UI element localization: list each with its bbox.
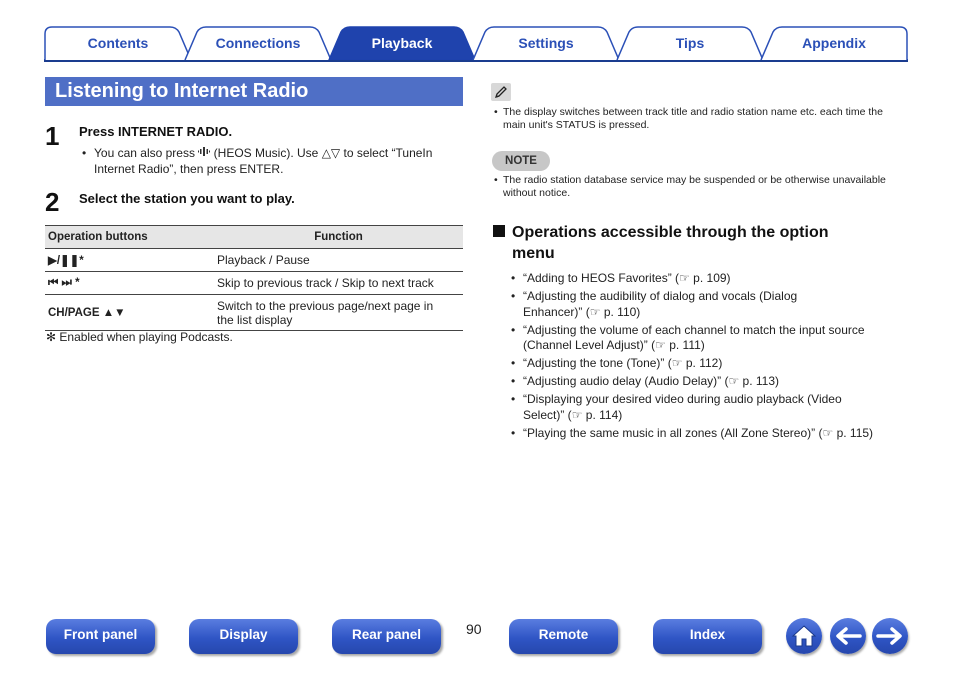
- option-page-ref: p. 112): [685, 356, 723, 370]
- step-1-title: Press INTERNET RADIO.: [79, 124, 233, 139]
- list-item: [82, 146, 462, 177]
- page-reference-icon: ☞: [679, 271, 690, 285]
- list-item[interactable]: [511, 271, 921, 287]
- option-text: “Adjusting the tone (Tone)” (: [523, 356, 672, 370]
- list-item[interactable]: [511, 323, 921, 354]
- table-footnote: ✻ Enabled when playing Podcasts.: [46, 330, 233, 344]
- forward-button[interactable]: [872, 618, 908, 654]
- option-text: “Displaying your desired video during audio playback (Video: [523, 392, 842, 406]
- list-item[interactable]: [511, 374, 921, 390]
- note-text-line2: without notice.: [503, 187, 571, 199]
- square-bullet-icon: [493, 225, 505, 237]
- note-bullet: [494, 174, 914, 200]
- pencil-icon: [491, 83, 511, 101]
- option-page-ref: p. 115): [836, 425, 874, 440]
- step-1-bullet-text-c: to select “TuneIn: [343, 146, 433, 160]
- option-page-ref: p. 109): [693, 271, 731, 285]
- options-heading-line1: Operations accessible through the option: [512, 224, 829, 241]
- column-header-function: Function: [214, 226, 463, 249]
- option-text: “Playing the same music in all zones (All Zone Stereo)” (: [523, 425, 823, 440]
- tab-settings[interactable]: [472, 26, 620, 59]
- list-item: [494, 174, 914, 200]
- tab-tips[interactable]: [616, 26, 764, 59]
- options-heading: [512, 222, 912, 264]
- table-row: [45, 272, 463, 295]
- tab-playback[interactable]: [328, 26, 476, 59]
- arrow-left-icon: [834, 626, 862, 646]
- tip-bullet: [494, 106, 914, 132]
- rear-panel-button[interactable]: Rear panel: [332, 619, 441, 654]
- list-item[interactable]: [511, 392, 921, 423]
- step-1-bullet: [82, 146, 462, 177]
- page-title: Listening to Internet Radio: [45, 77, 463, 106]
- tab-connections-label: Connections: [215, 34, 301, 51]
- option-text-line2: Enhancer)” (: [523, 304, 590, 319]
- function-cell-line1: Switch to the previous page/next page in: [217, 298, 434, 313]
- page-number: 90: [466, 621, 482, 637]
- column-header-buttons: Operation buttons: [45, 226, 214, 249]
- option-page-ref: p. 114): [585, 407, 623, 422]
- tab-settings-label: Settings: [518, 34, 574, 51]
- page-reference-icon: ☞: [671, 356, 683, 370]
- option-page-ref: p. 113): [742, 374, 780, 388]
- tab-connections[interactable]: [184, 26, 332, 59]
- tab-contents-label: Contents: [87, 34, 149, 51]
- remote-button[interactable]: Remote: [509, 619, 618, 654]
- function-cell: Playback / Pause: [214, 249, 463, 272]
- back-button[interactable]: [830, 618, 866, 654]
- option-page-ref: p. 111): [669, 338, 705, 352]
- options-list: [511, 271, 921, 441]
- option-text-line2: Select)” (: [523, 407, 572, 422]
- page-reference-icon: ☞: [822, 425, 834, 440]
- tab-appendix-label: Appendix: [802, 34, 866, 51]
- display-button[interactable]: Display: [189, 619, 298, 654]
- step-1-bullet-text-d: Internet Radio”, then press ENTER.: [94, 161, 284, 176]
- step-2-number: 2: [45, 187, 60, 217]
- step-1-bullet-text-a: You can also press: [94, 146, 195, 160]
- note-text-line1: The radio station database service may be suspended or be otherwise unavailable: [503, 174, 886, 186]
- tip-text-line1: The display switches between track title and radio station name etc. each time the: [503, 106, 883, 118]
- step-1-number: 1: [45, 121, 60, 151]
- heos-music-icon: [198, 146, 210, 162]
- options-heading-line2: menu: [512, 245, 555, 262]
- tab-contents[interactable]: [44, 26, 192, 59]
- list-item[interactable]: [511, 289, 921, 320]
- list-item: [494, 106, 914, 132]
- ch-page-button-label: CH/PAGE ▲▼: [45, 295, 214, 331]
- note-badge: NOTE: [492, 151, 550, 171]
- home-icon: [791, 624, 817, 648]
- play-pause-button-label: ▶/❚❚*: [45, 249, 214, 272]
- option-text: “Adjusting audio delay (Audio Delay)” (: [523, 374, 729, 388]
- skip-buttons-label: ⏮ ⏭ *: [45, 272, 214, 295]
- page-reference-icon: ☞: [589, 304, 601, 319]
- function-cell: [214, 295, 463, 331]
- tip-text-line2: main unit's STATUS is pressed.: [503, 119, 650, 131]
- page-reference-icon: ☞: [728, 374, 740, 388]
- function-cell: Skip to previous track / Skip to next track: [214, 272, 463, 295]
- front-panel-button[interactable]: Front panel: [46, 619, 155, 654]
- tab-tips-label: Tips: [675, 34, 705, 51]
- list-item[interactable]: [511, 356, 921, 372]
- tab-playback-label: Playback: [371, 34, 433, 51]
- option-text: “Adjusting the volume of each channel to match the input source: [523, 322, 865, 337]
- step-2-title: Select the station you want to play.: [79, 191, 295, 206]
- option-text: “Adding to HEOS Favorites” (: [523, 271, 680, 285]
- page-reference-icon: ☞: [571, 407, 583, 422]
- list-item[interactable]: [511, 426, 921, 442]
- tab-appendix[interactable]: [760, 26, 908, 59]
- arrow-right-icon: [876, 626, 904, 646]
- table-header-row: [45, 226, 463, 249]
- index-button[interactable]: Index: [653, 619, 762, 654]
- home-button[interactable]: [786, 618, 822, 654]
- option-text-line2: (Channel Level Adjust)” (: [523, 338, 656, 352]
- table-row: [45, 295, 463, 331]
- table-row: [45, 249, 463, 272]
- option-page-ref: p. 110): [603, 304, 641, 319]
- option-text: “Adjusting the audibility of dialog and vocals (Dialog: [523, 289, 798, 303]
- up-down-triangle-icon: △▽: [321, 146, 341, 160]
- top-tab-bar: [44, 26, 908, 62]
- page-reference-icon: ☞: [655, 338, 666, 352]
- step-1-bullet-text-b: (HEOS Music). Use: [213, 146, 319, 160]
- function-cell-line2: the list display: [217, 312, 293, 327]
- operations-table: [45, 225, 463, 331]
